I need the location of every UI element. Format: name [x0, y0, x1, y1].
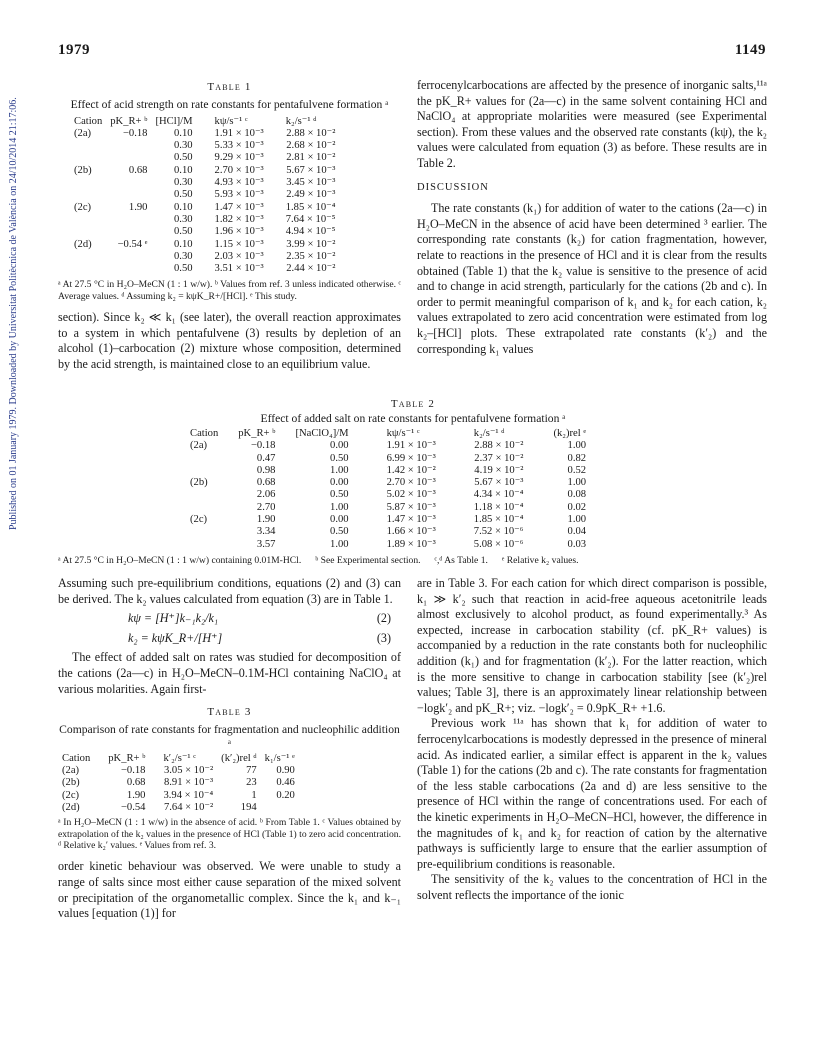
table3-footnote: ᵃ In H₂O–MeCN (1 : 1 w/w) in the absence of acid. ᵇ From Table 1. ᶜ Values obtained by extrapolation of the k₂ values in the presence of HCl (Table 1) to zero acid concentration. ᵈ Relative k₂′ values. ᵉ Values from ref. 3.	[58, 817, 401, 852]
table1-cell: (2b)	[74, 164, 92, 176]
table2-cell: 1.85 × 10⁻⁴	[473, 514, 524, 526]
table1-cell	[70, 177, 106, 189]
page-number: 1149	[734, 42, 766, 58]
table1-cell: 0.50	[174, 226, 193, 238]
table1-cell: 2.68 × 10⁻²	[286, 140, 336, 152]
table1-caption: Effect of acid strength on rate constants for pentafulvene formation ᵃ	[70, 97, 389, 111]
table1-cell: (2d)	[74, 238, 92, 250]
table1-cell: 1.47 × 10⁻³	[214, 201, 264, 213]
table1-cell	[106, 189, 151, 201]
table2-footnote-a: ᵃ At 27.5 °C in H₂O–MeCN (1 : 1 w/w) containing 0.01M-HCl.	[58, 554, 302, 566]
table2-cell: 4.34 × 10⁻⁴	[473, 489, 524, 501]
table1-cell: 2.35 × 10⁻²	[286, 250, 336, 262]
table2-cell: 3.34	[256, 526, 276, 538]
table2-cell: 2.88 × 10⁻²	[474, 440, 524, 452]
table2-cell: 1.42 × 10⁻²	[386, 464, 436, 476]
table1-cell: 2.81 × 10⁻²	[286, 152, 336, 164]
table2-cell: 5.87 × 10⁻³	[386, 501, 436, 513]
table2-header-cell: [NaClO₄]/M	[295, 428, 349, 439]
table1-cell	[106, 226, 151, 238]
table2-cell: 0.03	[567, 538, 587, 550]
table1-cell: 2.88 × 10⁻²	[286, 127, 336, 139]
equation-2-label: (2)	[376, 611, 391, 626]
table2-cell: 6.99 × 10⁻³	[386, 452, 436, 464]
table3-header-cell: Cation	[62, 752, 91, 764]
equation-3-label: (3)	[376, 630, 391, 645]
table3-cell: (2b)	[62, 777, 80, 789]
table1-cell: 2.70 × 10⁻³	[214, 164, 264, 176]
table3-cell: 77	[246, 765, 257, 777]
table2-cell: 0.98	[256, 464, 276, 476]
table1-row	[70, 239, 339, 251]
table3-cell: 8.91 × 10⁻³	[163, 777, 214, 789]
left-paragraph-2: Assuming such pre-equilibrium conditions, equations (2) and (3) can be derived. The k₂ values calculated from equation (3) are in Table 1.	[58, 576, 401, 606]
table2-cell: 2.06	[256, 489, 276, 501]
table1-cell: 1.85 × 10⁻⁴	[285, 201, 336, 213]
table2-footnotes	[58, 555, 768, 566]
table2-cell: 0.50	[330, 526, 349, 538]
table3-header-cell: k′₂/s⁻¹ ᶜ	[163, 752, 196, 764]
right-paragraph-2: The rate constants (k₁) for addition of water to the cations (2a—c) in H₂O–MeCN in the absence of acid have been determined ³ earlier. The corresponding rate constants (k₂) for cation fragmentation, however, relate to reactions in the presence of HCl and it is clear from the results obtained (Table 1) that the k₂ value is sensitive to the presence of acid and to change in acid strength, particularly for the cations (2b and c). In order to permit meaningful comparison of k₁ and k₂ for each cation, k₂ values extrapolated to zero acid concentration were estimated from log k₂–[HCl] plots. These extrapolated rate constants (k′₂) and the corresponding k₁ values	[417, 201, 767, 356]
table1-cell: 1.82 × 10⁻³	[214, 213, 264, 225]
table1-row	[70, 189, 339, 201]
table2-cell: (2b)	[190, 477, 208, 489]
table2-footnote-b: ᵇ See Experimental section.	[315, 554, 421, 566]
right-column-top	[417, 78, 767, 357]
table2-header-cell: k₂/s⁻¹ ᵈ	[473, 428, 505, 439]
table1-cell	[106, 251, 151, 263]
table2-row	[186, 514, 590, 526]
table3-cell: 194	[240, 801, 257, 813]
table2-cell: 7.52 × 10⁻⁶	[473, 526, 524, 538]
table3	[58, 753, 299, 814]
table2-cell: 1.66 × 10⁻³	[386, 526, 436, 538]
table1-cell: 2.44 × 10⁻²	[286, 263, 336, 275]
table1-cell: 5.33 × 10⁻³	[214, 140, 264, 152]
table2-cell: 0.00	[330, 514, 349, 526]
table2-cell: 5.02 × 10⁻³	[386, 489, 436, 501]
table2-cell: (2a)	[190, 440, 208, 452]
table2-row	[186, 465, 590, 477]
table2-row	[186, 502, 590, 514]
table2-row	[186, 453, 590, 465]
table2-cell	[186, 526, 222, 538]
table1-cell: 5.93 × 10⁻³	[214, 189, 264, 201]
table1-cell: 2.03 × 10⁻³	[214, 250, 264, 262]
table2-cell: 1.00	[330, 464, 349, 476]
table2-cell: 2.37 × 10⁻²	[474, 452, 524, 464]
table2-cell: 0.47	[256, 452, 276, 464]
table3-row	[58, 765, 299, 777]
table1-cell: (2c)	[74, 201, 92, 213]
table3-header-row	[58, 753, 299, 765]
table3-cell: (2c)	[62, 789, 80, 801]
table3-header-cell: (k′₂)rel ᵈ	[221, 752, 257, 764]
table1-cell: 3.45 × 10⁻³	[286, 177, 336, 189]
table1	[70, 116, 339, 276]
table2-cell: 0.04	[567, 526, 587, 538]
table1-cell	[106, 152, 151, 164]
table1-cell: 1.15 × 10⁻³	[214, 238, 264, 250]
table3-cell: −0.18	[120, 765, 146, 777]
table1-cell: 1.91 × 10⁻³	[214, 127, 264, 139]
equation-3-formula: k₂ = kψK_R+/[H⁺]	[128, 630, 223, 645]
table1-cell	[106, 263, 151, 275]
table2-cell: 1.18 × 10⁻⁴	[473, 501, 524, 513]
table1-cell: 0.10	[174, 127, 193, 139]
table3-cell: (2a)	[62, 765, 80, 777]
left-column-top	[58, 80, 401, 373]
table2-cell: 2.70	[256, 501, 276, 513]
table2-header-cell: Cation	[190, 428, 219, 439]
table1-cell: 3.51 × 10⁻³	[214, 263, 264, 275]
table2-cell: 2.70 × 10⁻³	[386, 477, 436, 489]
table1-cell: 0.30	[174, 140, 193, 152]
table2-cell: 0.68	[256, 477, 276, 489]
left-column-bottom	[58, 576, 401, 922]
table2-cell: 3.57	[256, 538, 276, 550]
table1-cell	[70, 189, 106, 201]
table1-footnote: ᵃ At 27.5 °C in H₂O–MeCN (1 : 1 w/w). ᵇ Values from ref. 3 unless indicated otherwise. ᶜ Average values. ᵈ Assuming k₂ = kψK_R+/[HCl]. ᵉ This study.	[58, 279, 401, 302]
table2-title: Table 2	[390, 398, 436, 410]
table3-cell: 23	[246, 777, 257, 789]
right-column-bottom	[417, 576, 767, 903]
table3-caption: Comparison of rate constants for fragmentation and nucleophilic addition ᵃ	[59, 722, 400, 750]
table2	[186, 428, 590, 551]
table3-cell: −0.54	[120, 801, 146, 813]
table1-cell	[70, 214, 106, 226]
table2-cell: (2c)	[190, 514, 208, 526]
right-paragraph-3: are in Table 3. For each cation for which direct comparison is possible, k₁ ≫ k′₂ such that reaction in acid-free aqueous acetonitrile leads almost exclusively to alcohol product, as found experimentally.³ As expected, increase in carbocation stability (cf. pK_R+ values) is accompanied by a reduction in the rate constants both for nucleophilic addition (k₁) and for fragmentation (k′₂). For the latter reaction, which is the more sensitive to change in carbocation stability [see (k′₂)rel values; Table 3], there is an approximately linear relationship between −logk′₂ and pK_R+; viz. −logk′₂ = 0.9pK_R+ +1.6.	[417, 576, 767, 715]
table1-cell: −0.18	[122, 127, 148, 139]
table1-cell: 0.10	[174, 164, 193, 176]
table1-row	[70, 128, 339, 140]
discussion-heading: DISCUSSION	[417, 181, 489, 193]
table3-cell: 7.64 × 10⁻²	[163, 801, 214, 813]
table3-row	[58, 802, 299, 814]
table2-cell: 5.08 × 10⁻⁶	[473, 538, 524, 550]
table3-cell: 0.46	[276, 777, 295, 789]
table1-row	[70, 214, 339, 226]
table3-cell	[261, 802, 299, 814]
table2-row	[186, 440, 590, 452]
equation-2-formula: kψ = [H⁺]k₋₁k₂/k₁	[128, 611, 219, 626]
table3-cell: 0.20	[276, 789, 295, 801]
table1-cell	[70, 140, 106, 152]
table3-cell: 1	[251, 789, 257, 801]
table2-cell	[186, 465, 222, 477]
table1-title: Table 1	[207, 81, 252, 93]
table1-header-cell: Cation	[74, 115, 103, 127]
table2-caption: Effect of added salt on rate constants for pentafulvene formation ᵃ	[260, 412, 566, 425]
table1-row	[70, 251, 339, 263]
table1-cell	[70, 152, 106, 164]
table3-cell: 1.90	[126, 789, 146, 801]
table1-cell	[106, 177, 151, 189]
table1-row	[70, 202, 339, 214]
download-watermark[interactable]: Published on 01 January 1979. Downloaded by Universitat Politècnica de València on 24/10/2014 21:17:06.	[8, 97, 19, 530]
table2-cell: 5.67 × 10⁻³	[474, 477, 524, 489]
table2-cell	[186, 453, 222, 465]
table1-cell: 9.29 × 10⁻³	[214, 152, 264, 164]
table1-cell: 0.68	[128, 164, 148, 176]
table2-cell: 1.91 × 10⁻³	[386, 440, 436, 452]
table2-header-cell: (k₂)rel ᵉ	[553, 428, 587, 439]
table1-row	[70, 226, 339, 238]
table1-cell: 1.90	[128, 201, 148, 213]
table2-row	[186, 526, 590, 538]
table1-cell: 0.10	[174, 201, 193, 213]
table3-cell: 3.94 × 10⁻⁴	[163, 789, 214, 801]
table1-cell	[70, 251, 106, 263]
table2-cell: 1.89 × 10⁻³	[386, 538, 436, 550]
table3-cell: 0.90	[276, 765, 295, 777]
table2-cell	[186, 539, 222, 551]
table2-cell: −0.18	[250, 440, 276, 452]
table1-cell: 5.67 × 10⁻³	[286, 164, 336, 176]
table1-cell: 0.30	[174, 177, 193, 189]
table2-cell	[186, 489, 222, 501]
table1-row	[70, 165, 339, 177]
table3-cell: 3.05 × 10⁻²	[163, 765, 214, 777]
table3-cell: 0.68	[126, 777, 146, 789]
table1-cell: −0.54 ᵉ	[117, 238, 148, 250]
table1-header-cell: k₂/s⁻¹ ᵈ	[285, 115, 317, 127]
table2-cell: 0.82	[567, 452, 587, 464]
table2-cell: 1.47 × 10⁻³	[386, 514, 436, 526]
table1-cell: 0.30	[174, 250, 193, 262]
table2-cell: 0.52	[567, 464, 587, 476]
table1-cell: 0.50	[174, 152, 193, 164]
table3-row	[58, 777, 299, 789]
table1-cell: 4.93 × 10⁻³	[214, 177, 264, 189]
table3-row	[58, 790, 299, 802]
table3-title: Table 3	[207, 706, 252, 719]
table2-cell: 1.00	[567, 477, 587, 489]
table2-row	[186, 539, 590, 551]
table1-cell: 4.94 × 10⁻⁵	[285, 226, 336, 238]
table2-row	[186, 477, 590, 489]
left-paragraph-3: The effect of added salt on rates was studied for decomposition of the cations (2a—c) in H₂O–MeCN–0.1M-HCl containing NaClO₄ at various molarities. Again first-	[58, 650, 401, 696]
table1-cell	[106, 214, 151, 226]
table2-cell: 1.90	[256, 514, 276, 526]
table2-cell: 1.00	[330, 538, 349, 550]
table1-row	[70, 263, 339, 275]
table1-cell: 0.10	[174, 238, 193, 250]
year-header: 1979	[58, 42, 90, 58]
table1-cell: (2a)	[74, 127, 92, 139]
table1-cell: 0.50	[174, 263, 193, 275]
table2-cell: 4.19 × 10⁻²	[474, 464, 524, 476]
table2-row	[186, 489, 590, 501]
table1-cell: 7.64 × 10⁻⁵	[285, 213, 336, 225]
table1-header-row	[70, 116, 339, 128]
table2-cell: 0.00	[330, 477, 349, 489]
table2-cell	[186, 502, 222, 514]
table3-header-cell: k₁/s⁻¹ ᵉ	[264, 752, 295, 764]
table1-header-cell: pK_R+ ᵇ	[110, 115, 148, 127]
table1-row	[70, 152, 339, 164]
table1-row	[70, 177, 339, 189]
left-paragraph-4: order kinetic behaviour was observed. We were unable to study a range of salts since most either cause separation of the mixed solvent or precipitation of the organometallic complex. Since the k₁ and k₋₁ values [equation (1)] for	[58, 859, 401, 921]
table1-cell	[70, 226, 106, 238]
right-paragraph-5: The sensitivity of the k₂ values to the concentration of HCl in the solvent reflects the importance of the ionic	[417, 872, 767, 902]
table3-header-cell: pK_R+ ᵇ	[108, 752, 146, 764]
table1-cell: 3.99 × 10⁻²	[286, 238, 336, 250]
table2-cell: 1.00	[567, 440, 587, 452]
table1-cell	[70, 263, 106, 275]
right-paragraph-4: Previous work ¹¹ᵃ has shown that k₁ for addition of water to ferrocenylcarbocations is modestly depressed in the presence of mineral acid. As indicated earlier, a similar effect is apparent in the k₂ values (Table 1) for the cations (2b and c). The rate constants for fragmentation of the less stable carbocations (2a and d) are less sensitive to the presence of HCl within the range of concentrations used. For each of the kinetic experiments in H₂O–MeCN–HCl, however, the difference in the magnitudes of k₁ and k₂ for reaction of cation by the alternative pathways is sufficiently large to ensure that the earlier assumption of pre-equilibrium conditions is reasonable.	[417, 716, 767, 871]
table1-cell	[106, 140, 151, 152]
table2-cell: 1.00	[567, 514, 587, 526]
table3-cell: (2d)	[62, 801, 80, 813]
table1-cell: 0.50	[174, 189, 193, 201]
table1-row	[70, 140, 339, 152]
table2-header-row	[186, 428, 590, 440]
equation-2	[58, 611, 401, 627]
table2-block	[58, 398, 768, 566]
equation-3	[58, 631, 401, 647]
table1-cell: 2.49 × 10⁻³	[286, 189, 336, 201]
table2-cell: 0.02	[567, 501, 587, 513]
table2-cell: 0.00	[330, 440, 349, 452]
table1-cell: 1.96 × 10⁻³	[214, 226, 264, 238]
table2-header-cell: kψ/s⁻¹ ᶜ	[386, 428, 420, 439]
table2-cell: 0.50	[330, 489, 349, 501]
table1-cell: 0.30	[174, 213, 193, 225]
right-paragraph-1: ferrocenylcarbocations are affected by the presence of inorganic salts,¹¹ᵃ the pK_R+ values for (2a—c) in the same solvent containing HCl and NaClO₄ at appropriate molarities were measured (see Experimental section). From these values and the observed rate constants (kψ), the k₂ values were calculated from equation (3) as before. These results are in Table 2.	[417, 78, 767, 170]
table2-footnote-cd: ᶜ,ᵈ As Table 1.	[434, 554, 488, 566]
table2-cell: 0.08	[567, 489, 587, 501]
table2-cell: 0.50	[330, 452, 349, 464]
table2-header-cell: pK_R+ ᵇ	[238, 428, 276, 439]
table1-header-cell: kψ/s⁻¹ ᶜ	[214, 115, 248, 127]
table2-footnote-e: ᵉ Relative k₂ values.	[501, 554, 579, 566]
table2-cell: 1.00	[330, 501, 349, 513]
left-paragraph-1: section). Since k₂ ≪ k₁ (see later), the overall reaction approximates to a system in which pentafulvene (3) results by depletion of an alcohol (1)–carbocation (2) mixture whose composition, determined by the acid strength, is maintained close to an equilibrium value.	[58, 310, 401, 372]
table1-header-cell: [HCl]/M	[155, 115, 193, 127]
